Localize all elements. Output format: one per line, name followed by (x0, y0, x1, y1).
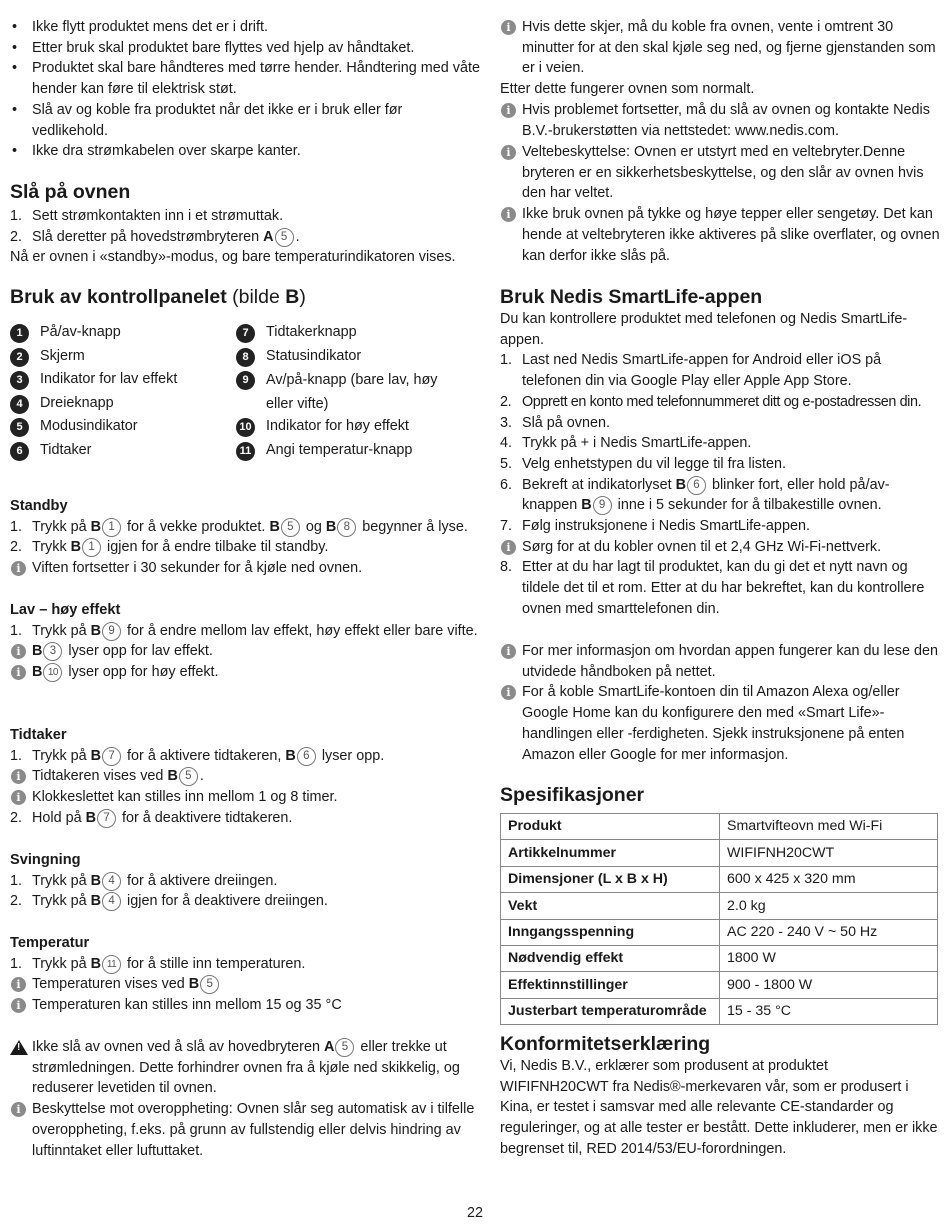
specs-table (500, 813, 938, 1025)
section-heading: Konformitetserklæring (500, 1033, 711, 1055)
page-number: 22 (466, 1205, 483, 1221)
callout-number: 11 (102, 955, 121, 974)
table-row: Inngangsspenning AC 220 - 240 V ~ 50 Hz (501, 919, 938, 945)
conformity-section (500, 1032, 940, 1160)
info-icon (501, 207, 516, 222)
info-note: i Ikke bruk ovnen på tykke og høye tepper eller sengetøy. Det kan hende at veltebryteren ikke aktiveres på slike overflater, og ovnen kan derfor ikke slås på. (500, 204, 940, 266)
legend-item: 11 Angi temperatur-knapp (236, 440, 476, 461)
table-row: Nødvendig effekt 1800 W (501, 945, 938, 971)
step: 1. Trykk på B 7 for å aktivere tidtakeren, B 6 lyser opp. (10, 747, 385, 764)
info-note: i Temperaturen vises ved B 5 (10, 974, 480, 995)
legend-item: 6 Tidtaker (10, 440, 250, 461)
step: 2. Slå deretter på hovedstrømbryteren A 5 . (10, 228, 300, 245)
info-note: i Tidtakeren vises ved B 5 . (10, 766, 480, 787)
step: 6. Bekreft at indikatorlyset B 6 blinker fort, eller hold på/av-knappen B 9 inne i 5 sekunder for å tilbakestille ovnen. (500, 476, 890, 514)
info-icon (11, 1102, 26, 1117)
info-icon (11, 998, 26, 1013)
legend-item: 4 Dreieknapp (10, 393, 250, 414)
section-heading: Spesifikasjoner (500, 784, 645, 806)
list-item: • Slå av og koble fra produktet når det ikke er i bruk eller før vedlikehold. (10, 100, 480, 141)
subsection-heading: Svingning (10, 852, 81, 868)
list-item: • Ikke flytt produktet mens det er i drift. (10, 17, 480, 38)
callout-number: 6 (687, 476, 706, 495)
info-icon (11, 561, 26, 576)
callout-number: 10 (43, 663, 62, 682)
warning-section (10, 1037, 480, 1161)
table-row: Vekt 2.0 kg (501, 893, 938, 919)
legend-item: 3 Indikator for lav effekt (10, 369, 250, 390)
step: 1. Trykk på B 4 for å aktivere dreiingen. (10, 872, 278, 889)
table-row: Effektinnstillinger 900 - 1800 W (501, 972, 938, 998)
step: 1. Last ned Nedis SmartLife-appen for Android eller iOS på telefonen din via Google Play eller Apple App Store. (500, 352, 882, 390)
step: 2. Hold på B 7 for å deaktivere tidtakeren. (10, 809, 293, 826)
step: 2. Trykk B 1 igjen for å endre tilbake til standby. (10, 539, 329, 556)
info-icon (501, 540, 516, 555)
info-icon (11, 769, 26, 784)
callout-number: 5 (335, 1038, 354, 1057)
step: 2. Trykk på B 4 igjen for å deaktivere dreiingen. (10, 893, 328, 910)
callout-number: 1 (82, 538, 101, 557)
callout-number: 5 (281, 518, 300, 537)
legend-item: 2 Skjerm (10, 346, 250, 367)
paragraph: Vi, Nedis B.V., erklærer som produsent at produktet WIFIFNH20CWT fra Nedis®-merkevaren vår, som er produsert i Kina, er testet i samsvar med alle relevante CE-standarder og reguleringer, og at alle tester er bestått. Dette inkluderer, men er ikke begrenset til, RED 2014/53/EU-forordningen. (500, 1058, 938, 1157)
callout-number: 7 (97, 809, 116, 828)
info-icon (501, 145, 516, 160)
callout-number: 5 (200, 975, 219, 994)
info-icon (501, 20, 516, 35)
info-note: i For mer informasjon om hvordan appen fungerer kan du lese den utvidede håndboken på nettet. (500, 641, 940, 682)
callout-number: 1 (102, 518, 121, 537)
section-heading: Slå på ovnen (10, 181, 131, 203)
safety-bullet-list (10, 17, 480, 162)
step: 1. Sett strømkontakten inn i et strømuttak. (10, 208, 284, 224)
table-row: Dimensjoner (L x B x H) 600 x 425 x 320 mm (501, 866, 938, 892)
overheat-followup (500, 17, 940, 141)
swing-section (10, 850, 480, 912)
more-info-notes (500, 641, 940, 765)
callout-number: 3 (43, 642, 62, 661)
info-note: i B 10 lyser opp for høy effekt. (10, 662, 480, 683)
section-heading: Bruk av kontrollpanelet (bilde B) (10, 286, 306, 308)
panel-legend (10, 322, 480, 482)
table-row: Produkt Smartvifteovn med Wi-Fi (501, 814, 938, 840)
subsection-heading: Lav – høy effekt (10, 602, 121, 618)
low-high-section (10, 600, 480, 683)
warning-icon (10, 1040, 28, 1055)
callout-number: 4 (102, 892, 121, 911)
callout-number: 7 (102, 747, 121, 766)
callout-number: 9 (102, 622, 121, 641)
standby-section (10, 496, 480, 579)
legend-item: 5 Modusindikator (10, 416, 250, 437)
callout-number: 5 (275, 228, 294, 247)
step: 3. Slå på ovnen. (500, 414, 611, 431)
subsection-heading: Temperatur (10, 935, 90, 951)
turn-on-section (10, 180, 480, 268)
legend-item: 9 Av/på-knapp (bare lav, høy eller vifte) (236, 369, 446, 416)
callout-number: 4 (102, 872, 121, 891)
table-row: Justerbart temperaturområde 15 - 35 °C (501, 998, 938, 1024)
control-panel-section (10, 285, 480, 309)
info-note: i Hvis dette skjer, må du koble fra ovnen, vente i omtrent 30 minutter for at den skal kjøle seg ned, og fjerne gjenstanden som er i veien. (500, 17, 940, 79)
list-item: • Ikke dra strømkabelen over skarpe kanter. (10, 141, 480, 162)
callout-number: 8 (337, 518, 356, 537)
info-note: i Beskyttelse mot overoppheting: Ovnen slår seg automatisk av i tilfelle overoppheting, f.eks. på grunn av fullstendig eller delvis hindring av luftinntaket eller luftuttaket. (10, 1099, 480, 1161)
step: 8. Etter at du har lagt til produktet, kan du gi det et nytt navn og tildele det til et rom. Etter at du har bekreftet, kan du kontrollere ovnen med smarttelefonen din. (500, 559, 925, 617)
info-note: i Hvis problemet fortsetter, må du slå av ovnen og kontakte Nedis B.V.-brukerstøtten via nettstedet: www.nedis.com. (500, 100, 940, 141)
info-note: i B 3 lyser opp for lav effekt. (10, 641, 480, 662)
specs-section (500, 783, 940, 807)
list-item: • Etter bruk skal produktet bare flyttes ved hjelp av håndtaket. (10, 38, 480, 59)
legend-item: 7 Tidtakerknapp (236, 322, 476, 343)
legend-item: 8 Statusindikator (236, 346, 476, 367)
info-icon (501, 685, 516, 700)
legend-item: 1 På/av-knapp (10, 322, 250, 343)
timer-section (10, 725, 480, 829)
step: 1. Trykk på B 11 for å stille inn temperaturen. (10, 955, 306, 972)
info-note: i Sørg for at du kobler ovnen til et 2,4 GHz Wi-Fi-nettverk. (500, 537, 940, 558)
table-row: Artikkelnummer WIFIFNH20CWT (501, 840, 938, 866)
callout-number: 6 (297, 747, 316, 766)
info-icon (11, 644, 26, 659)
subsection-heading: Standby (10, 498, 68, 514)
section-heading: Bruk Nedis SmartLife-appen (500, 286, 763, 308)
info-icon (11, 977, 26, 992)
info-note: i Veltebeskyttelse: Ovnen er utstyrt med en veltebryter.Denne bryteren er en sikkerhetsbeskyttelse, og den slår av ovnen hvis den har veltet. (500, 142, 940, 204)
info-note: i For å koble SmartLife-kontoen din til Amazon Alexa og/eller Google Home kan du konfigurere den med «Smart Life»-handlingen eller -ferdigheten. Sjekk instruksjonene på enten Amazon eller Google for mer informasjon. (500, 682, 940, 765)
temperature-section (10, 933, 480, 1016)
standby-note: Nå er ovnen i «standby»-modus, og bare temperaturindikatoren vises. (10, 249, 456, 266)
list-item: • Produktet skal bare håndteres med tørre hender. Håndtering med våte hender kan føre til elektrisk støt. (10, 58, 480, 99)
step: 1. Trykk på B 1 for å vekke produktet. B 5 og B 8 begynner å lyse. (10, 518, 468, 535)
tip-over-notes (500, 142, 940, 266)
step: 7. Følg instruksjonene i Nedis SmartLife-appen. (500, 518, 810, 535)
info-icon (11, 665, 26, 680)
step: 1. Trykk på B 9 for å endre mellom lav effekt, høy effekt eller bare vifte. (10, 622, 478, 639)
legend-item: 10 Indikator for høy effekt (236, 416, 476, 437)
info-note: i Temperaturen kan stilles inn mellom 15 og 35 °C (10, 995, 480, 1016)
paragraph: Etter dette fungerer ovnen som normalt. (500, 81, 755, 98)
subsection-heading: Tidtaker (10, 727, 67, 743)
callout-number: 9 (593, 496, 612, 515)
smartlife-section (500, 285, 940, 620)
paragraph: Du kan kontrollere produktet med telefonen og Nedis SmartLife-appen. (500, 311, 908, 348)
info-icon (501, 103, 516, 118)
info-icon (11, 790, 26, 805)
info-icon (501, 644, 516, 659)
info-note: i Viften fortsetter i 30 sekunder for å kjøle ned ovnen. (10, 558, 480, 579)
callout-number: 5 (179, 767, 198, 786)
info-note: i Klokkeslettet kan stilles inn mellom 1 og 8 timer. (10, 787, 480, 808)
warning-note: ! Ikke slå av ovnen ved å slå av hovedbryteren A 5 eller trekke ut strømledningen. Dette forhindrer ovnen fra å kjøle ned skikkelig, og reduserer levetiden til ovnen. (10, 1037, 480, 1099)
step: 5. Velg enhetstypen du vil legge til fra listen. (500, 455, 786, 472)
step: 2. Opprett en konto med telefonnummeret ditt og e-postadressen din. (500, 393, 922, 410)
step: 4. Trykk på + i Nedis SmartLife-appen. (500, 435, 752, 452)
